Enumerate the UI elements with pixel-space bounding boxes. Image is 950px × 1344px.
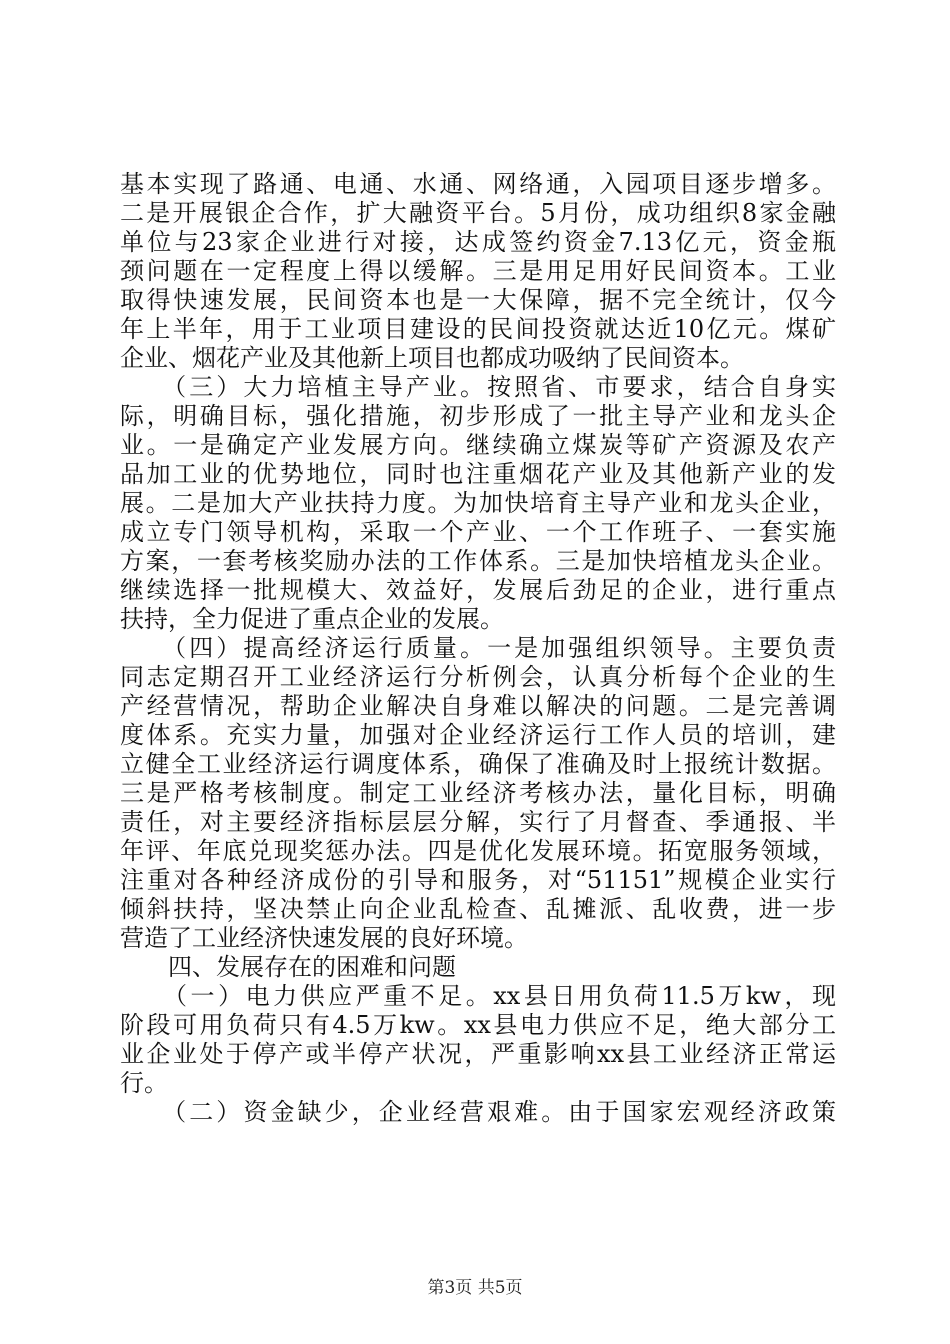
text-line: 同志定期召开工业经济运行分析例会，认真分析每个企业的生: [120, 663, 836, 691]
page-footer: 第3页 共5页: [427, 1278, 523, 1298]
text-line: 展。二是加大产业扶持力度。为加快培育主导产业和龙头企业，: [120, 489, 836, 517]
text-line: （一）电力供应严重不足。xx县日用负荷11.5万kw，现: [120, 982, 836, 1010]
text-line: 三是严格考核制度。制定工业经济考核办法，量化目标，明确: [120, 779, 836, 807]
text-line: （四）提高经济运行质量。一是加强组织领导。主要负责: [120, 634, 836, 662]
text-line: 单位与23家企业进行对接，达成签约资金7.13亿元，资金瓶: [120, 228, 836, 256]
text-line: 营造了工业经济快速发展的良好环境。: [120, 924, 528, 952]
text-line: 颈问题在一定程度上得以缓解。三是用足用好民间资本。工业: [120, 257, 836, 285]
text-line: 品加工业的优势地位，同时也注重烟花产业及其他新产业的发: [120, 460, 836, 488]
text-line: 际，明确目标，强化措施，初步形成了一批主导产业和龙头企: [120, 402, 836, 430]
text-line: 二是开展银企合作，扩大融资平台。5月份，成功组织8家金融: [120, 199, 836, 227]
text-line: 取得快速发展，民间资本也是一大保障，据不完全统计，仅今: [120, 286, 836, 314]
text-line: 继续选择一批规模大、效益好，发展后劲足的企业，进行重点: [120, 576, 836, 604]
text-line: 方案，一套考核奖励办法的工作体系。三是加快培植龙头企业。: [120, 547, 836, 575]
text-line: （三）大力培植主导产业。按照省、市要求，结合自身实: [120, 373, 836, 401]
text-line: 企业、烟花产业及其他新上项目也都成功吸纳了民间资本。: [120, 344, 744, 372]
text-line: 责任，对主要经济指标层层分解，实行了月督查、季通报、半: [120, 808, 836, 836]
text-line: 立健全工业经济运行调度体系，确保了准确及时上报统计数据。: [120, 750, 836, 778]
text-line: 业。一是确定产业发展方向。继续确立煤炭等矿产资源及农产: [120, 431, 836, 459]
text-line: 度体系。充实力量，加强对企业经济运行工作人员的培训，建: [120, 721, 836, 749]
text-line: 成立专门领导机构，采取一个产业、一个工作班子、一套实施: [120, 518, 836, 546]
text-line: （二）资金缺少，企业经营艰难。由于国家宏观经济政策: [120, 1098, 836, 1126]
text-line: 阶段可用负荷只有4.5万kw。xx县电力供应不足，绝大部分工: [120, 1011, 836, 1039]
text-line: 倾斜扶持，坚决禁止向企业乱检查、乱摊派、乱收费，进一步: [120, 895, 836, 923]
text-line: 扶持，全力促进了重点企业的发展。: [120, 605, 504, 633]
text-line: 四、发展存在的困难和问题: [120, 953, 456, 981]
text-line: 年上半年，用于工业项目建设的民间投资就达近10亿元。煤矿: [120, 315, 836, 343]
document-body: [120, 170, 836, 1127]
text-line: 业企业处于停产或半停产状况，严重影响xx县工业经济正常运: [120, 1040, 836, 1068]
text-line: 行。: [120, 1069, 168, 1097]
text-line: 产经营情况，帮助企业解决自身难以解决的问题。二是完善调: [120, 692, 836, 720]
text-line: 年评、年底兑现奖惩办法。四是优化发展环境。拓宽服务领域，: [120, 837, 836, 865]
text-line: 基本实现了路通、电通、水通、网络通，入园项目逐步增多。: [120, 170, 836, 198]
text-line: 注重对各种经济成份的引导和服务，对“51151”规模企业实行: [120, 866, 836, 894]
